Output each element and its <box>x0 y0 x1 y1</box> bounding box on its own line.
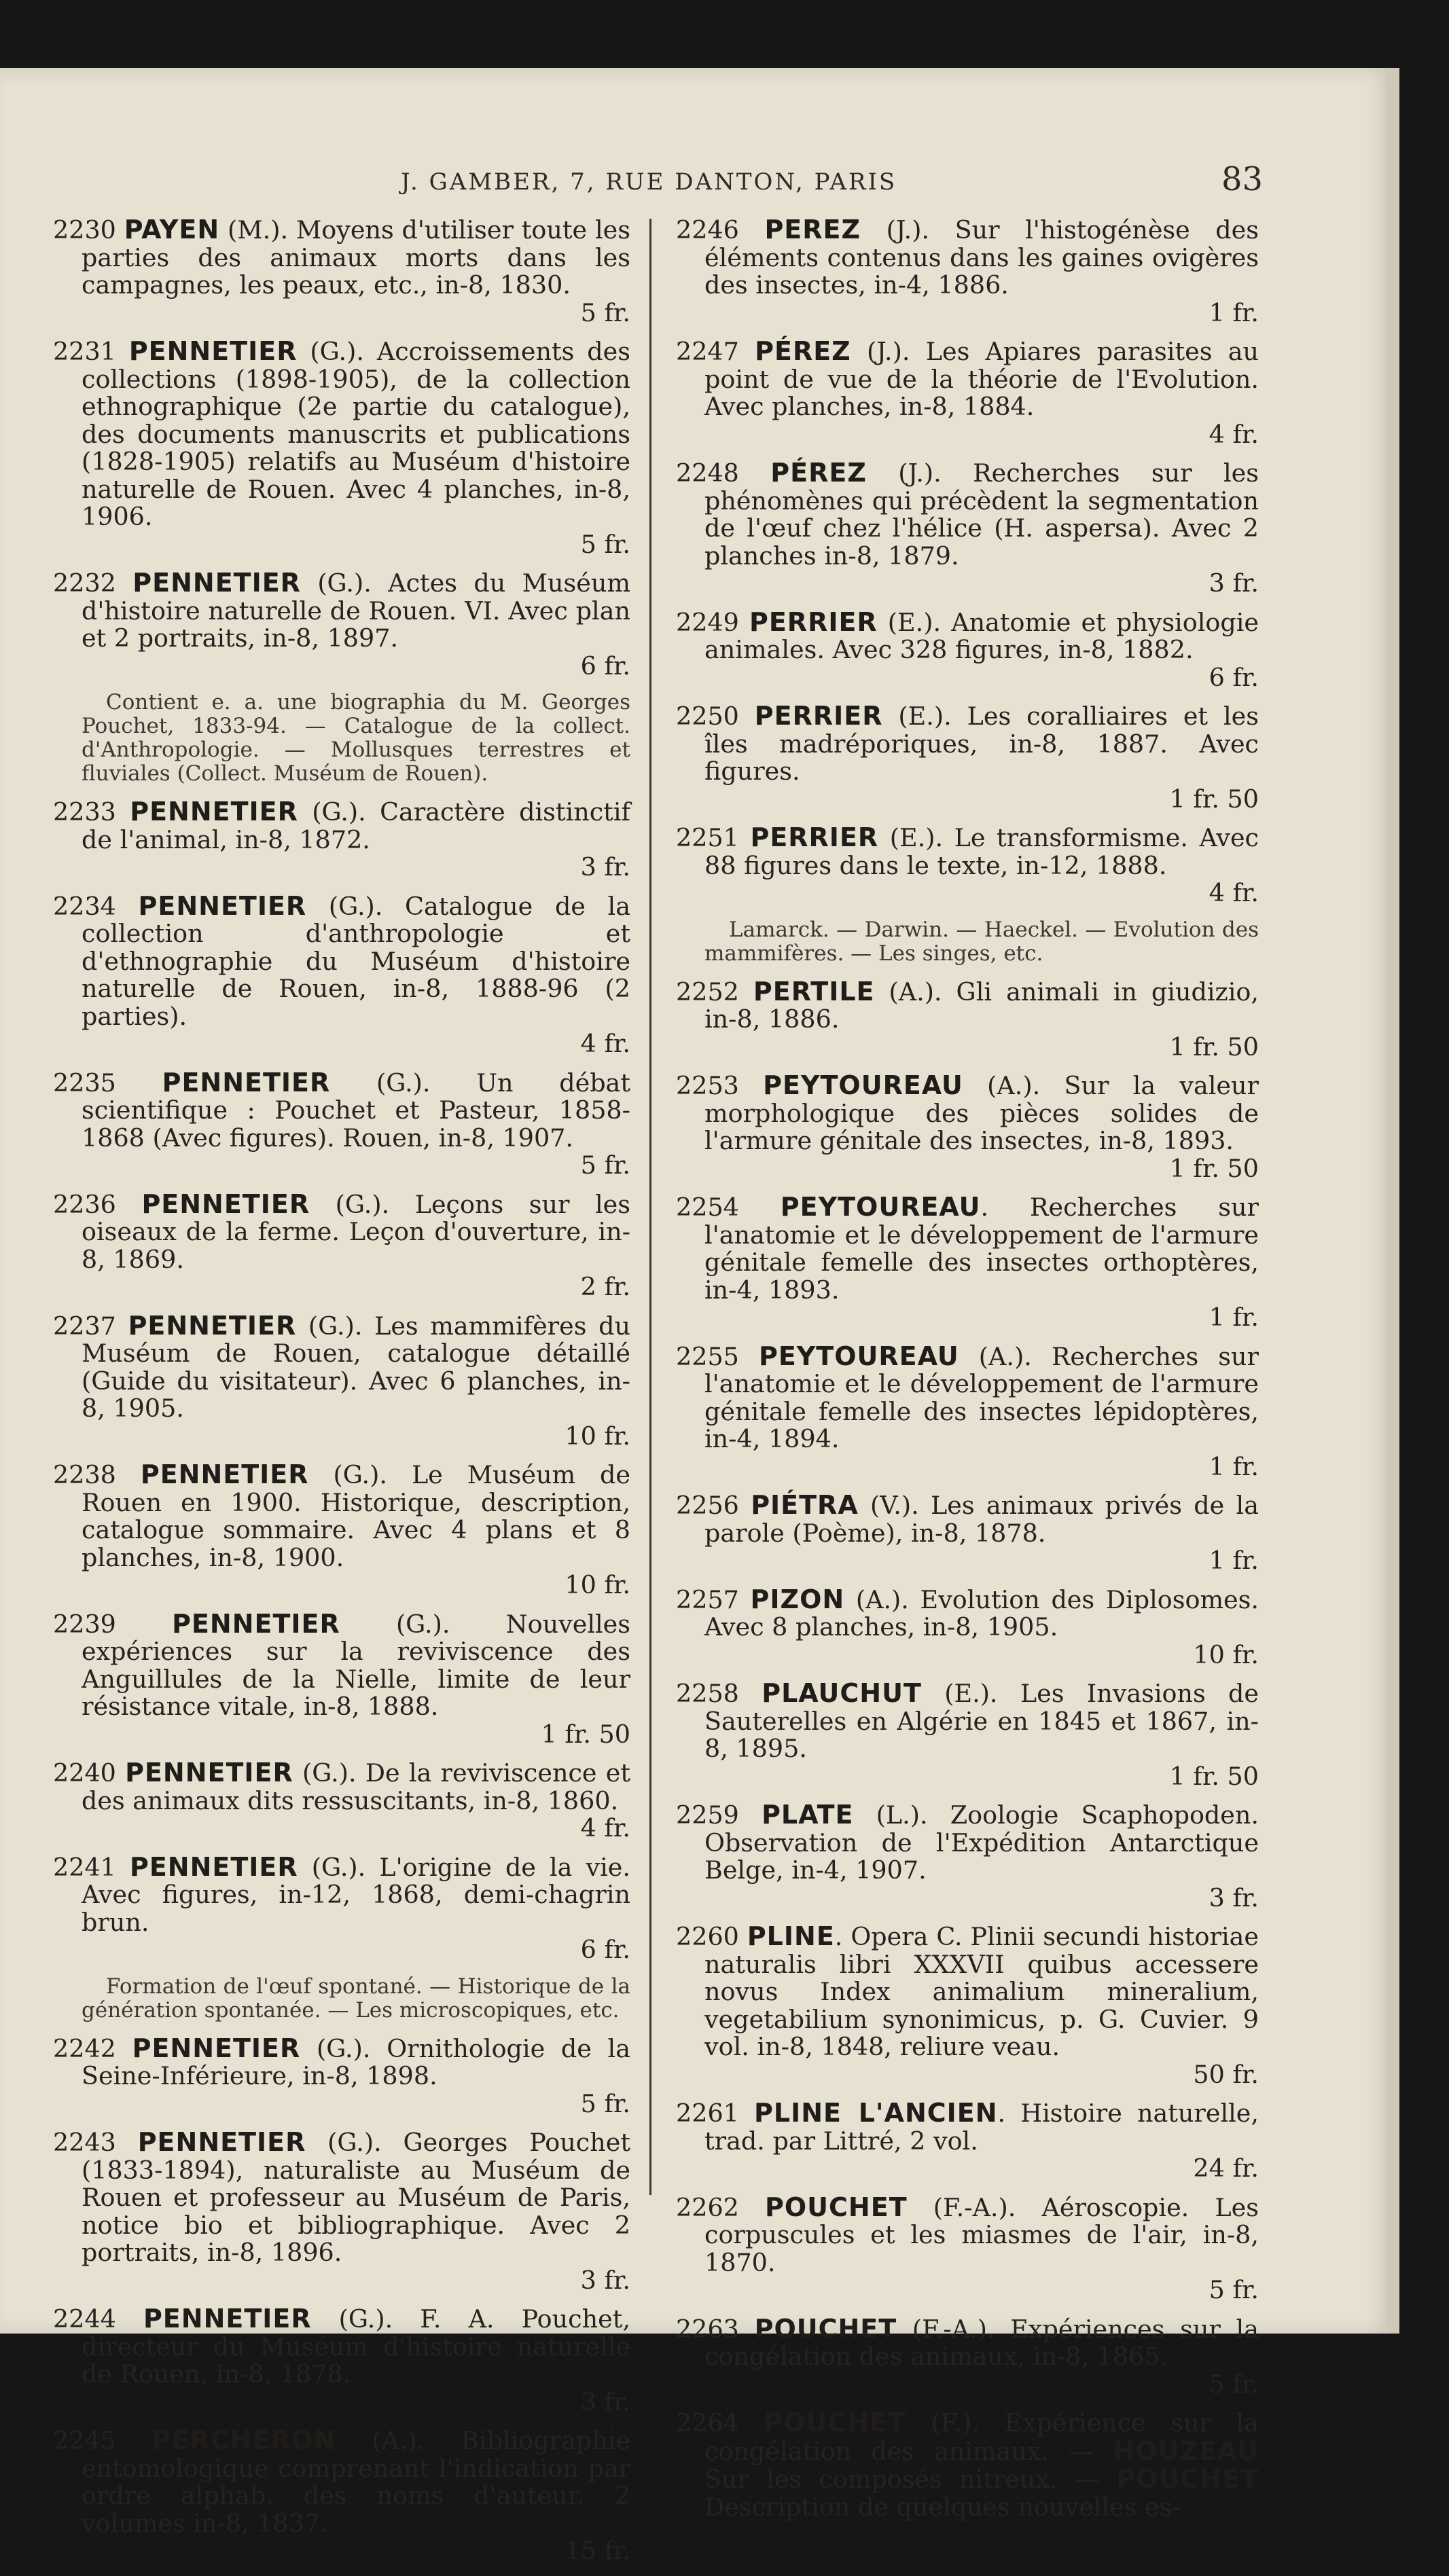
entry-price: 50 fr. <box>1193 2059 1259 2089</box>
right-column <box>676 216 1259 2532</box>
entry-price: 4 fr. <box>580 1029 630 1058</box>
entry-number: 2232 <box>53 568 116 598</box>
entry-price: 5 fr. <box>580 529 630 559</box>
column-divider <box>649 219 651 2195</box>
catalogue-entry <box>53 2305 630 2416</box>
entry-text: (A.). Gli animali in giudizio, in-8, 1886. <box>704 977 1259 1034</box>
author-name: PENNETIER <box>125 1758 293 1788</box>
author-name: PENNETIER <box>172 1608 340 1639</box>
entry-number: 2246 <box>676 215 739 244</box>
catalogue-entry <box>676 1680 1259 1790</box>
entry-text: (M.). Moyens d'utiliser toute les parties des animaux morts dans les campagnes, les peaux, etc., in-8, 1830. <box>82 215 630 300</box>
catalogue-entry <box>676 1923 1259 2088</box>
entry-number: 2240 <box>53 1758 116 1788</box>
page-number: 83 <box>1221 160 1264 198</box>
catalogue-entry <box>53 1069 630 1180</box>
entry-price: 1 fr. <box>1209 1303 1259 1332</box>
entry-text: (F.). Expérience sur la congélation des animaux. — <box>704 2408 1259 2466</box>
entry-price: 4 fr. <box>1209 878 1259 907</box>
entry-price: 1 fr. <box>1209 1546 1259 1575</box>
author-name: PÉREZ <box>755 336 851 366</box>
entry-text: (J.). Recherches sur les phénomènes qui précèdent la segmentation de l'œuf chez l'hélice (H. aspersa). Avec 2 planches in-8, 1879. <box>704 458 1259 570</box>
author-name: PLINE L'ANCIEN <box>754 2098 998 2128</box>
entry-text: (V.). Les animaux privés de la parole (Poème), in-8, 1878. <box>704 1491 1259 1548</box>
entry-text: (E.). Anatomie et physiologie animales. Avec 328 figures, in-8, 1882. <box>704 607 1259 664</box>
entry-number: 2241 <box>53 1852 116 1882</box>
entry-price: 5 fr. <box>1209 2275 1259 2304</box>
entry-text: (E.). Les coralliaires et les îles madréporiques, in-8, 1887. Avec figures. <box>704 702 1259 786</box>
catalogue-entry <box>53 1191 630 1301</box>
author-name: PEYTOUREAU <box>758 1341 959 1371</box>
author-name: PIZON <box>750 1584 845 1614</box>
catalogue-entry <box>676 1801 1259 1912</box>
catalogue-entry <box>53 1853 630 1964</box>
entry-number: 2234 <box>53 891 116 921</box>
entry-text: (G.). Nouvelles expériences sur la reviviscence des Anguillules de la Nielle, limite de leur résistance vitale, in-8, 1888. <box>82 1609 630 1721</box>
author-name: PENNETIER <box>129 1851 298 1882</box>
left-column <box>53 216 630 2576</box>
entry-text: . Histoire naturelle, trad. par Littré, 2 vol. <box>704 2099 1259 2156</box>
catalogue-entry <box>53 892 630 1058</box>
catalogue-entry <box>676 2315 1259 2399</box>
author-name: PENNETIER <box>128 1310 297 1341</box>
entry-text: (F.-A.). Aéroscopie. Les corpuscules et les miasmes de l'air, in-8, 1870. <box>704 2192 1259 2277</box>
entry-text: Sur les composés nitreux. — <box>704 2465 1117 2494</box>
catalogue-entry <box>676 1072 1259 1182</box>
catalogue-entry <box>676 2099 1259 2183</box>
author-name: PERRIER <box>749 606 878 637</box>
entry-text: (G.). Actes du Muséum d'histoire naturelle de Rouen. VI. Avec plan et 2 portraits, in-8, 1897. <box>82 568 630 653</box>
entry-text: (A.). Evolution des Diplosomes. Avec 8 planches, in-8, 1905. <box>704 1584 1259 1641</box>
entry-text: (E.). Le transformisme. Avec 88 figures dans le texte, in-12, 1888. <box>704 823 1259 880</box>
entry-number: 2253 <box>676 1071 739 1100</box>
catalogue-entry <box>53 2128 630 2294</box>
author-name: PLATE <box>762 1800 854 1830</box>
entry-text: (F.-A.). Expériences sur la congélation des animaux, in-8, 1865. <box>704 2314 1259 2371</box>
catalogue-entry <box>53 798 630 882</box>
entry-text: (J.). Sur l'histogénèse des éléments contenus dans les gaines ovigères des insectes, in-4, 1886. <box>704 215 1259 300</box>
entry-price: 1 fr. <box>1209 297 1259 327</box>
entry-text: (G.). De la reviviscence et des animaux dits ressuscitants, in-8, 1860. <box>82 1758 630 1815</box>
author-name: PENNETIER <box>132 2033 301 2063</box>
entry-number: 2239 <box>53 1609 116 1639</box>
entry-price: 3 fr. <box>580 2265 630 2295</box>
entry-price: 4 fr. <box>1209 419 1259 449</box>
entry-number: 2258 <box>676 1679 739 1708</box>
catalogue-entry <box>676 824 1259 907</box>
catalogue-entry <box>676 2409 1259 2521</box>
entry-text: (G.). Ornithologie de la Seine-Inférieure, in-8, 1898. <box>82 2033 630 2090</box>
catalogue-entry <box>53 1610 630 1749</box>
entry-number: 2236 <box>53 1189 116 1219</box>
author-name: PENNETIER <box>140 1459 309 1489</box>
entry-price: 10 fr. <box>565 1570 630 1599</box>
author-name: PENNETIER <box>128 336 298 366</box>
catalogue-entry <box>676 338 1259 448</box>
entry-text: (G.). F. A. Pouchet, directeur du Muséum d'histoire naturelle de Rouen, in-8, 1878. <box>82 2304 630 2389</box>
author-name: PEREZ <box>764 215 861 244</box>
entry-text: (E.). Les Invasions de Sauterelles en Algérie en 1845 et 1867, in-8, 1895. <box>704 1679 1259 1763</box>
author-name: PERRIER <box>754 701 883 731</box>
entry-text: (G.). Catalogue de la collection d'anthropologie et d'ethnographie du Muséum d'histoire naturelle de Rouen, in-8, 1888-96 (2 parties). <box>82 891 630 1031</box>
entry-text: (G.). Caractère distinctif de l'animal, in-8, 1872. <box>82 797 630 854</box>
entry-price: 1 fr. 50 <box>1169 1153 1259 1183</box>
entry-number: 2244 <box>53 2304 116 2334</box>
catalogue-entry <box>676 1491 1259 1575</box>
entry-price: 6 fr. <box>580 1935 630 1964</box>
catalogue-entry <box>53 338 630 558</box>
entry-price: 5 fr. <box>1209 2369 1259 2399</box>
entry-price: 3 fr. <box>1209 1883 1259 1912</box>
entry-text: (A.). Bibliographie entomologique comprenant l'indication par ordre alphab. des noms d'auteur. 2 volumes in-8, 1837. <box>82 2426 630 2538</box>
entry-text: . Recherches sur l'anatomie et le développement de l'armure génitale femelle des insectes orthoptères, in-4, 1893. <box>704 1193 1259 1305</box>
entry-number: 2230 <box>53 215 116 244</box>
entry-text: (G.). Leçons sur les oiseaux de la ferme. Leçon d'ouverture, in-8, 1869. <box>82 1189 630 1274</box>
author-name: PLINE <box>747 1921 835 1951</box>
entry-price: 1 fr. <box>1209 1451 1259 1481</box>
entry-text: (G.). L'origine de la vie. Avec figures, in-12, 1868, demi-chagrin brun. <box>82 1852 631 1937</box>
entry-price: 15 fr. <box>565 2536 630 2565</box>
entry-price: 5 fr. <box>580 297 630 327</box>
author-name: PENNETIER <box>138 890 307 921</box>
author-name: PENNETIER <box>162 1067 331 1097</box>
entry-price: 1 fr. 50 <box>1169 784 1259 814</box>
entry-price: 3 fr. <box>1209 568 1259 598</box>
entry-number: 2237 <box>53 1311 116 1341</box>
entry-price: 10 fr. <box>565 1421 630 1451</box>
catalogue-entry <box>53 216 630 327</box>
entry-price: 4 fr. <box>580 1813 630 1843</box>
entry-number: 2238 <box>53 1460 116 1489</box>
author-name: PERTILE <box>753 976 875 1006</box>
entry-price: 2 fr. <box>580 1272 630 1301</box>
entry-text: (A.). Recherches sur l'anatomie et le développement de l'armure génitale femelle des insectes lépidoptères, in-4, 1894. <box>704 1341 1259 1453</box>
catalogue-entry <box>53 2035 630 2118</box>
catalogue-entry <box>676 1343 1259 1481</box>
entry-number: 2255 <box>676 1341 739 1371</box>
entry-text: (G.). Le Muséum de Rouen en 1900. Historique, description, catalogue sommaire. Avec 4 plans et 8 planches, in-8, 1900. <box>82 1460 630 1572</box>
entry-number: 2252 <box>676 977 739 1006</box>
catalogue-entry <box>53 1759 630 1843</box>
author-name: PEYTOUREAU <box>763 1070 963 1100</box>
entry-number: 2261 <box>676 2099 739 2128</box>
catalogue-entry <box>676 216 1259 327</box>
entry-price: 1 fr. 50 <box>1169 1032 1259 1062</box>
catalogue-entry <box>53 1461 630 1599</box>
entry-number: 2245 <box>53 2426 116 2455</box>
author-name: POUCHET <box>1116 2464 1259 2494</box>
author-name: PEYTOUREAU <box>780 1192 981 1222</box>
entry-number: 2256 <box>676 1491 739 1520</box>
entry-number: 2251 <box>676 823 739 852</box>
entry-number: 2248 <box>676 458 739 488</box>
entry-price: 6 fr. <box>1209 662 1259 692</box>
entry-number: 2260 <box>676 1922 739 1951</box>
entry-number: 2263 <box>676 2314 739 2344</box>
entry-price: 1 fr. 50 <box>1169 1761 1259 1791</box>
entry-number: 2264 <box>676 2408 739 2437</box>
catalogue-entry <box>676 1586 1259 1669</box>
entry-number: 2233 <box>53 797 116 827</box>
catalogue-entry <box>676 978 1259 1062</box>
entry-number: 2235 <box>53 1068 116 1097</box>
entry-price: 3 fr. <box>580 2387 630 2416</box>
entry-text: (L.). Zoologie Scaphopoden. Observation de l'Expédition Antarctique Belge, in-4, 1907. <box>704 1800 1259 1885</box>
entry-number: 2243 <box>53 2128 116 2157</box>
author-name: PAYEN <box>124 215 220 244</box>
entry-price: 24 fr. <box>1193 2154 1259 2183</box>
entry-note: Formation de l'œuf spontané. — Historique de la génération spontanée. — Les microscopiques, etc. <box>82 1974 630 2022</box>
author-name: PENNETIER <box>141 1189 310 1219</box>
entry-number: 2250 <box>676 702 739 731</box>
author-name: PIÉTRA <box>751 1490 859 1520</box>
entry-text: (G.). Les mammifères du Muséum de Rouen, catalogue détaillé (Guide du visitateur). Avec 6 planches, in-8, 1905. <box>82 1311 630 1423</box>
entry-price: 1 fr. 50 <box>541 1719 630 1749</box>
entry-number: 2259 <box>676 1800 739 1830</box>
entry-price: 6 fr. <box>580 651 630 681</box>
entry-text: (G.). Georges Pouchet (1833-1894), naturaliste au Muséum de Rouen et professeur au Muséum de Paris, notice bio et bibliographique. Avec 2 portraits, in-8, 1896. <box>82 2128 630 2267</box>
entry-number: 2249 <box>676 607 739 637</box>
entry-text: . Opera C. Plinii secundi historiae naturalis libri XXXVII quibus accessere novus Index animalium mineralium, vegetabilium synonimicus, p. G. Cuvier. 9 vol. in-8, 1848, reliure veau. <box>704 1922 1259 2061</box>
author-name: POUCHET <box>764 2408 907 2437</box>
entry-text: (A.). Sur la valeur morphologique des pièces solides de l'armure génitale des insectes, in-8, 1893. <box>704 1071 1259 1155</box>
entry-number: 2254 <box>676 1193 739 1222</box>
entry-note: Lamarck. — Darwin. — Haeckel. — Evolution des mammifères. — Les singes, etc. <box>704 917 1259 966</box>
author-name: PLAUCHUT <box>762 1678 922 1708</box>
author-name: PÉREZ <box>770 458 867 488</box>
entry-price: 5 fr. <box>580 2088 630 2118</box>
entry-text: (G.). Un débat scientifique : Pouchet et Pasteur, 1858-1868 (Avec figures). Rouen, in-8, 1907. <box>82 1068 630 1153</box>
catalogue-entry <box>53 569 630 680</box>
entry-price: 3 fr. <box>580 852 630 882</box>
entry-number: 2242 <box>53 2033 116 2063</box>
catalogue-entry <box>53 1312 630 1451</box>
entry-text: Description de quelques nouvelles es- <box>704 2492 1181 2522</box>
author-name: PENNETIER <box>132 568 301 598</box>
page-edge <box>1386 68 1399 2334</box>
catalogue-entry <box>676 459 1259 598</box>
catalogue-entry <box>676 606 1259 692</box>
catalogue-entry <box>53 2427 630 2565</box>
entry-text: (J.). Les Apiares parasites au point de vue de la théorie de l'Evolution. Avec planches, in-8, 1884. <box>704 337 1259 421</box>
entry-number: 2247 <box>676 337 739 366</box>
catalogue-entry <box>676 2194 1259 2304</box>
author-name: PENNETIER <box>143 2304 312 2334</box>
entry-note: Contient e. a. une biographia du M. Georges Pouchet, 1833-94. — Catalogue de la collect. d'Anthropologie. — Mollusques terrestres et fluviales (Collect. Muséum de Rouen). <box>82 690 630 786</box>
author-name: POUCHET <box>754 2313 897 2344</box>
entry-number: 2257 <box>676 1584 739 1614</box>
author-name: PENNETIER <box>130 797 298 827</box>
catalogue-entry <box>676 702 1259 813</box>
entry-number: 2262 <box>676 2192 739 2222</box>
author-name: PENNETIER <box>137 2127 306 2157</box>
entry-number: 2231 <box>53 337 116 366</box>
catalogue-entry <box>676 1193 1259 1332</box>
entry-text: (G.). Accroissements des collections (1898-1905), de la collection ethnographique (2e partie du catalogue), des documents manuscrits et publications (1828-1905) relatifs au Muséum d'histoire naturelle de Rouen. Avec 4 planches, in-8, 1906. <box>82 337 630 531</box>
author-name: PERRIER <box>750 822 879 852</box>
entry-price: 10 fr. <box>1193 1639 1259 1669</box>
running-header: J. GAMBER, 7, RUE DANTON, PARIS <box>401 168 897 196</box>
author-name: PERCHERON <box>151 2425 336 2455</box>
author-name: POUCHET <box>765 2192 908 2222</box>
entry-price: 5 fr. <box>580 1150 630 1180</box>
author-name: HOUZEAU <box>1113 2435 1259 2466</box>
